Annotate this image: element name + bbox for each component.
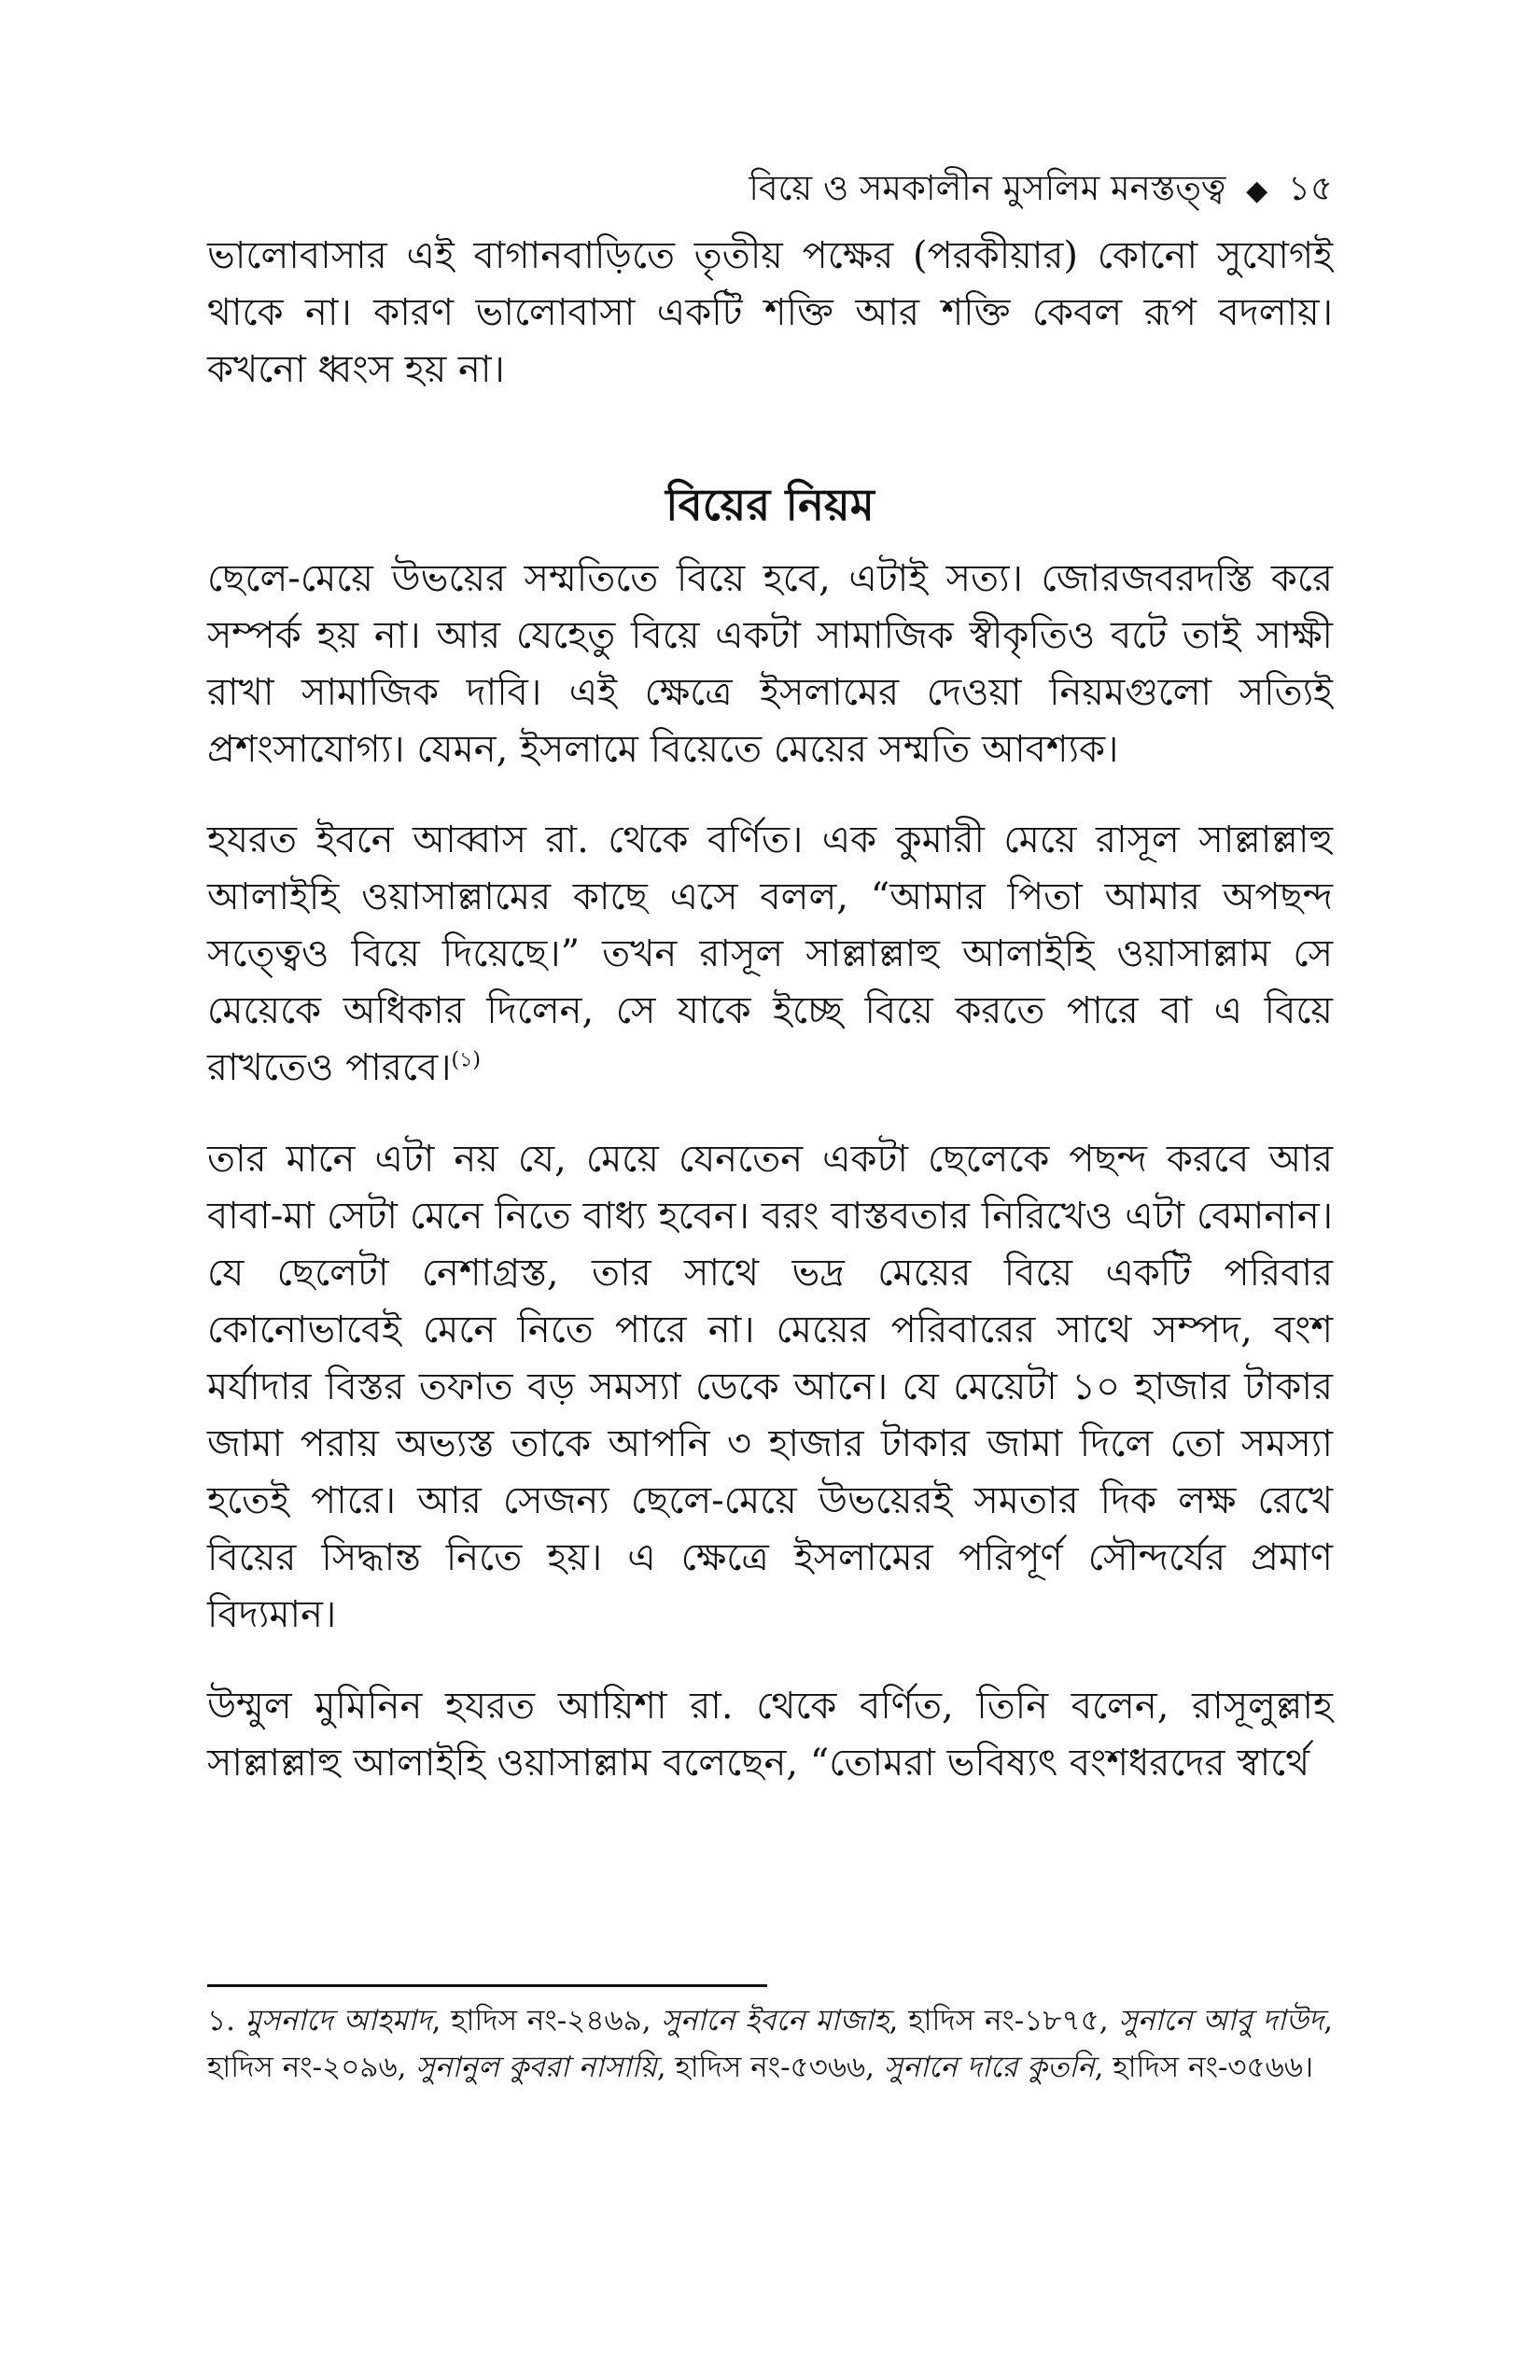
footnote-ref-2: , হাদিস নং-১৮৭৫, — [889, 2004, 1119, 2037]
footnote-divider — [207, 1984, 767, 1987]
paragraph-hadith-ibn-abbas — [207, 812, 1333, 1097]
footnote-ref-1: , হাদিস নং-২৪৬৯, — [431, 2004, 662, 2037]
footnote-ref-3: , হাদিস নং-২০৯৬, — [207, 2004, 1333, 2084]
hadith-text: হযরত ইবনে আব্বাস রা. থেকে বর্ণিত। এক কুমারী মেয়ে রাসূল সাল্লাল্লাহু আলাইহি ওয়াসাল্লামের কাছে এসে বলল, “আমার পিতা আমার অপছন্দ সত্ত্বেও বিয়ে দিয়েছে।” তখন রাসূল সাল্লাল্লাহু আলাইহি ওয়াসাল্লাম সে মেয়েকে অধিকার দিলেন, সে যাকে ইচ্ছে বিয়ে করতে পারে বা এ বিয়ে রাখতেও পারবে। — [207, 819, 1333, 1089]
paragraph-intro: ভালোবাসার এই বাগানবাড়িতে তৃতীয় পক্ষের (পরকীয়ার) কোনো সুযোগই থাকে না। কারণ ভালোবাসা একটি শক্তি আর শক্তি কেবল রূপ বদলায়। কখনো ধ্বংস হয় না। — [207, 234, 1333, 391]
paragraph-consent: ছেলে-মেয়ে উভয়ের সম্মতিতে বিয়ে হবে, এটাই সত্য। জোরজবরদস্তি করে সম্পর্ক হয় না। আর যেহেতু বিয়ে একটা সামাজিক স্বীকৃতিও বটে তাই সাক্ষী রাখা সামাজিক দাবি। এই ক্ষেত্রে ইসলামের দেওয়া নিয়মগুলো সত্যিই প্রশংসাযোগ্য। যেমন, ইসলামে বিয়েতে মেয়ের সম্মতি আবশ্যক। — [207, 557, 1333, 771]
running-header — [749, 166, 1333, 214]
paragraph-compatibility: তার মানে এটা নয় যে, মেয়ে যেনতেন একটা ছেলেকে পছন্দ করবে আর বাবা-মা সেটা মেনে নিতে বাধ্য হবেন। বরং বাস্তবতার নিরিখেও এটা বেমানান। যে ছেলেটা নেশাগ্রস্ত, তার সাথে ভদ্র মেয়ের বিয়ে একটি পরিবার কোনোভাবেই মেনে নিতে পারে না। মেয়ের পরিবারের সাথে সম্পদ, বংশ মর্যাদার বিস্তর তফাত বড় সমস্যা ডেকে আনে। যে মেয়েটা ১০ হাজার টাকার জামা পরায় অভ্যস্ত তাকে আপনি ৩ হাজার টাকার জামা দিলে তো সমস্যা হতেই পারে। আর সেজন্য ছেলে-মেয়ে উভয়েরই সমতার দিক লক্ষ রেখে বিয়ের সিদ্ধান্ত নিতে হয়। এ ক্ষেত্রে ইসলামের পরিপূর্ণ সৌন্দর্যের প্রমাণ বিদ্যমান। — [207, 1138, 1333, 1636]
paragraph-hadith-aisha: উম্মুল মুমিনিন হযরত আয়িশা রা. থেকে বর্ণিত, তিনি বলেন, রাসূলুল্লাহ সাল্লাল্লাহু আলাইহি ওয়াসাল্লাম বলেছেন, “তোমরা ভবিষ্যৎ বংশধরদের স্বার্থে — [207, 1685, 1333, 1785]
footnote-source-5: সুনানে দারে কুতনি — [883, 2051, 1095, 2084]
footnote-source-3: সুনানে আবু দাউদ — [1118, 2004, 1324, 2037]
section-heading: বিয়ের নিয়ম — [665, 480, 875, 531]
footnote-source-1: মুসনাদে আহমাদ — [245, 2004, 432, 2037]
diamond-separator-icon: ◆ — [1246, 175, 1268, 207]
footnote-source-4: সুনানুল কুবরা নাসায়ি — [415, 2051, 657, 2084]
footnote-marker: ১ — [207, 2004, 227, 2037]
footnote-ref-4: , হাদিস নং-৫৩৬৬, — [656, 2051, 884, 2084]
page-number: ১৫ — [1287, 168, 1333, 208]
footnote-ref-5: , হাদিস নং-৩৫৬৬। — [1094, 2051, 1314, 2084]
footnote-reference[interactable]: (১) — [451, 1048, 481, 1072]
footnote-source-2: সুনানে ইবনে মাজাহ — [661, 2004, 889, 2037]
footnote: ১. মুসনাদে আহমাদ, হাদিস নং-২৪৬৯, সুনানে ইবনে মাজাহ, হাদিস নং-১৮৭৫, সুনানে আবু দাউদ, হাদিস নং-২০৯৬, সুনানুল কুবরা নাসায়ি, হাদিস নং-৫৩৬৬, সুনানে দারে কুতনি, হাদিস নং-৩৫৬৬। — [207, 2004, 1333, 2084]
book-title: বিয়ে ও সমকালীন মুসলিম মনস্তত্ত্ব — [749, 168, 1226, 208]
